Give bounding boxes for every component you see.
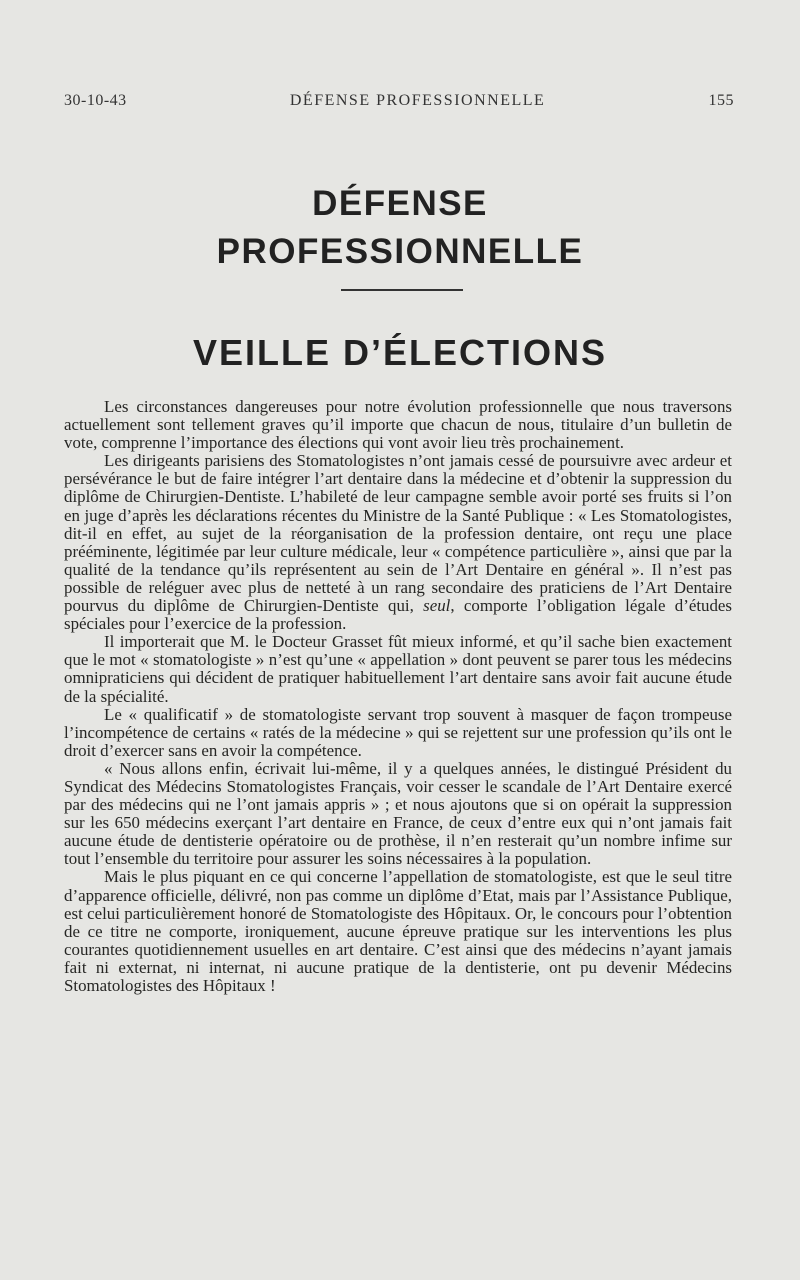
- title-divider: [341, 289, 463, 291]
- title-line-2: PROFESSIONNELLE: [216, 232, 584, 271]
- paragraph-2: [64, 452, 732, 633]
- header-page-number: 155: [708, 92, 734, 109]
- paragraph-2-text: Les dirigeants parisiens des Stomatologistes n’ont jamais cessé de poursuivre avec ardeur et persévérance le but de faire intégrer l’art dentaire dans la médecine et d’obtenir la suppression du diplôme de Chirurgien-Dentiste. L’habileté de leur campagne semble avoir porté ses fruits si l’on en juge d’après les déclarations récentes du Ministre de la Santé Publique : « Les Stomatologistes, dit-il en effet, au sujet de la réorganisation de la profession dentaire, ont reçu une place prééminente, légitimée par leur culture médicale, leur « compétence particulière », ainsi que par la qualité de la tendance qu’ils représentent au sein de l’Art Dentaire en général ». Il n’est pas possible de reléguer avec plus de netteté à un rang secondaire des praticiens de l’Art Dentaire pourvus du diplôme de Chirurgien-Dentiste qui,: [64, 451, 732, 616]
- paragraph-5: « Nous allons enfin, écrivait lui-même, il y a quelques années, le distingué Président du Syndicat des Médecins Stomatologistes Français, voir cesser le scandale de l’Art Dentaire exercé par des médecins qui ne l’ont jamais appris » ; et nous ajoutons que si on opérait la suppression sur les 650 médecins exerçant l’art dentaire en France, de ceux d’entre eux qui n’ont jamais fait aucune étude de dentisterie opératoire ou de prothèse, il n’en resterait qu’un nombre infime sur tout l’ensemble du territoire pour assurer les soins nécessaires à la population.: [64, 758, 732, 869]
- header-date: 30-10-43: [64, 92, 127, 109]
- article-heading: VEILLE D’ÉLECTIONS: [192, 332, 608, 373]
- paragraph-1: Les circonstances dangereuses pour notre évolution professionnelle que nous traversons actuellement sont tellement graves qu’il importe que chacun de nous, titulaire d’un bulletin de vote, comprenne l’importance des élections qui vont avoir lieu très prochainement.: [64, 397, 732, 453]
- header-running-title: DÉFENSE PROFESSIONNELLE: [289, 92, 546, 109]
- article-body: [64, 398, 732, 995]
- title-line-1: DÉFENSE: [312, 184, 488, 223]
- running-header: [64, 92, 734, 110]
- paragraph-4: Le « qualificatif » de stomatologiste servant trop souvent à masquer de façon trompeuse l’incompétence de certains « ratés de la médecine » qui se rejettent sur une profession qu’ils ont le droit d’exercer sans en avoir la compétence.: [64, 704, 732, 760]
- paragraph-6: Mais le plus piquant en ce qui concerne l’appellation de stomatologiste, est que le seul titre d’apparence officielle, délivré, non pas comme un diplôme d’Etat, mais par l’Assistance Publique, est celui particulièrement honoré de Stomatologiste des Hôpitaux. Or, le concours pour l’obtention de ce titre ne comporte, ironiquement, aucune épreuve pratique sur les interventions les plus courantes quotidiennement usuelles en art dentaire. C’est ainsi que des médecins n’ayant jamais fait ni externat, ni internat, ni aucune pratique de la dentisterie, ont pu devenir Médecins Stomatologistes des Hôpitaux !: [64, 867, 732, 995]
- paragraph-2-tail: , comporte l’obligation légale d’études spéciales pour l’exercice de la profession.: [64, 596, 732, 634]
- page-title: [0, 180, 800, 276]
- paragraph-2-emphasis: seul: [423, 596, 451, 616]
- paragraph-3: Il importerait que M. le Docteur Grasset fût mieux informé, et qu’il sache bien exactement que le mot « stomatologiste » n’est qu’une « appellation » dont peuvent se parer tous les médecins omnipraticiens qui décident de pratiquer habituellement l’art dentaire sans avoir fait aucune étude de la spécialité.: [64, 632, 732, 706]
